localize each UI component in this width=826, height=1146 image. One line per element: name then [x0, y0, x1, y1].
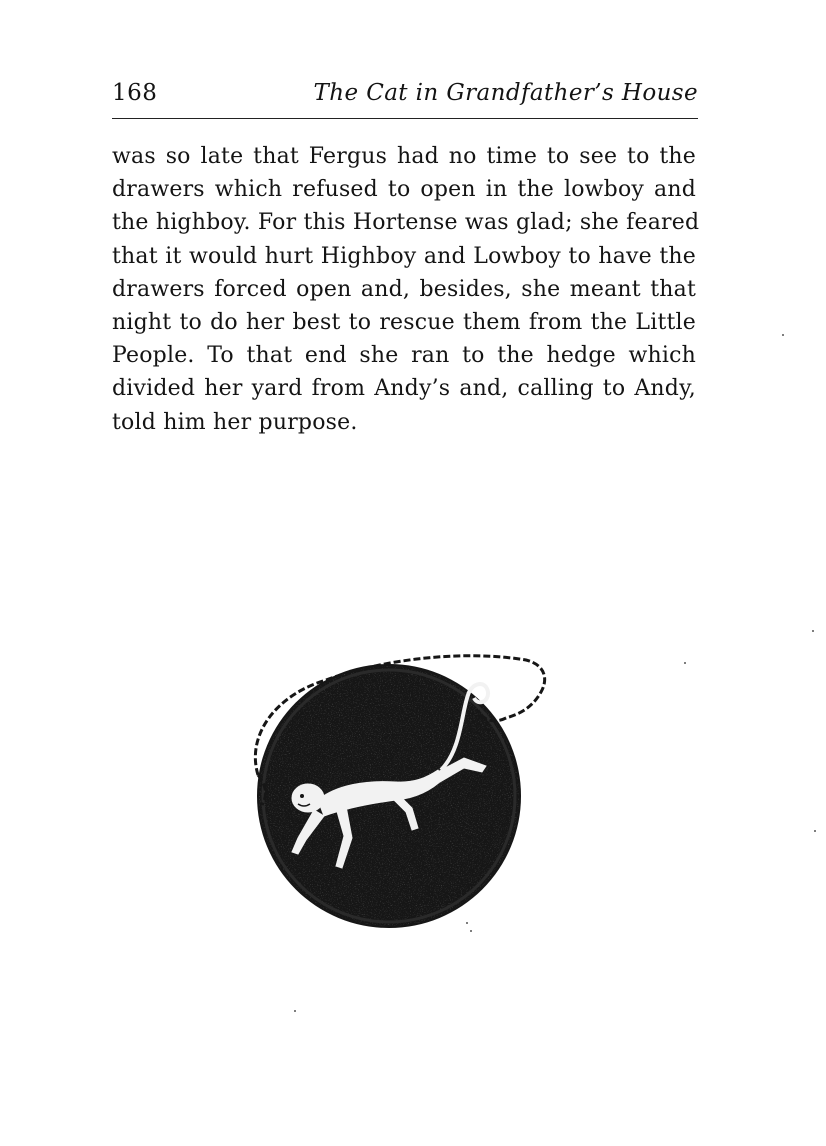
page-header	[112, 80, 698, 114]
body-paragraph	[112, 140, 700, 439]
text-line: drawers forced open and, besides, she meant that	[112, 276, 696, 302]
text-line: the highboy. For this Hortense was glad; she feared	[112, 210, 700, 236]
text-line: was so late that Fergus had no time to see to the	[112, 144, 696, 169]
text-line: drawers which refused to open in the lowboy and	[112, 177, 696, 203]
text-line: told him her purpose.	[112, 409, 358, 435]
speck	[470, 930, 472, 932]
text-line: night to do her best to rescue them from the Little	[112, 310, 696, 336]
speck	[466, 922, 468, 924]
text-line: divided her yard from Andy’s and, calling to Andy,	[112, 376, 696, 402]
speck	[782, 334, 784, 336]
running-title: The Cat in Grandfather’s House	[313, 80, 698, 106]
speck	[812, 630, 814, 632]
monkey-medallion-svg	[236, 640, 556, 940]
speck	[814, 830, 816, 832]
text-line: People. To that end she ran to the hedge which	[112, 343, 696, 369]
monkey-medallion-illustration	[236, 640, 556, 940]
speck	[684, 662, 686, 664]
speck	[294, 1010, 296, 1012]
header-rule	[112, 118, 698, 119]
monkey-eye	[300, 794, 304, 798]
page-number: 168	[112, 80, 158, 106]
text-line: that it would hurt Highboy and Lowboy to have the	[112, 243, 696, 269]
